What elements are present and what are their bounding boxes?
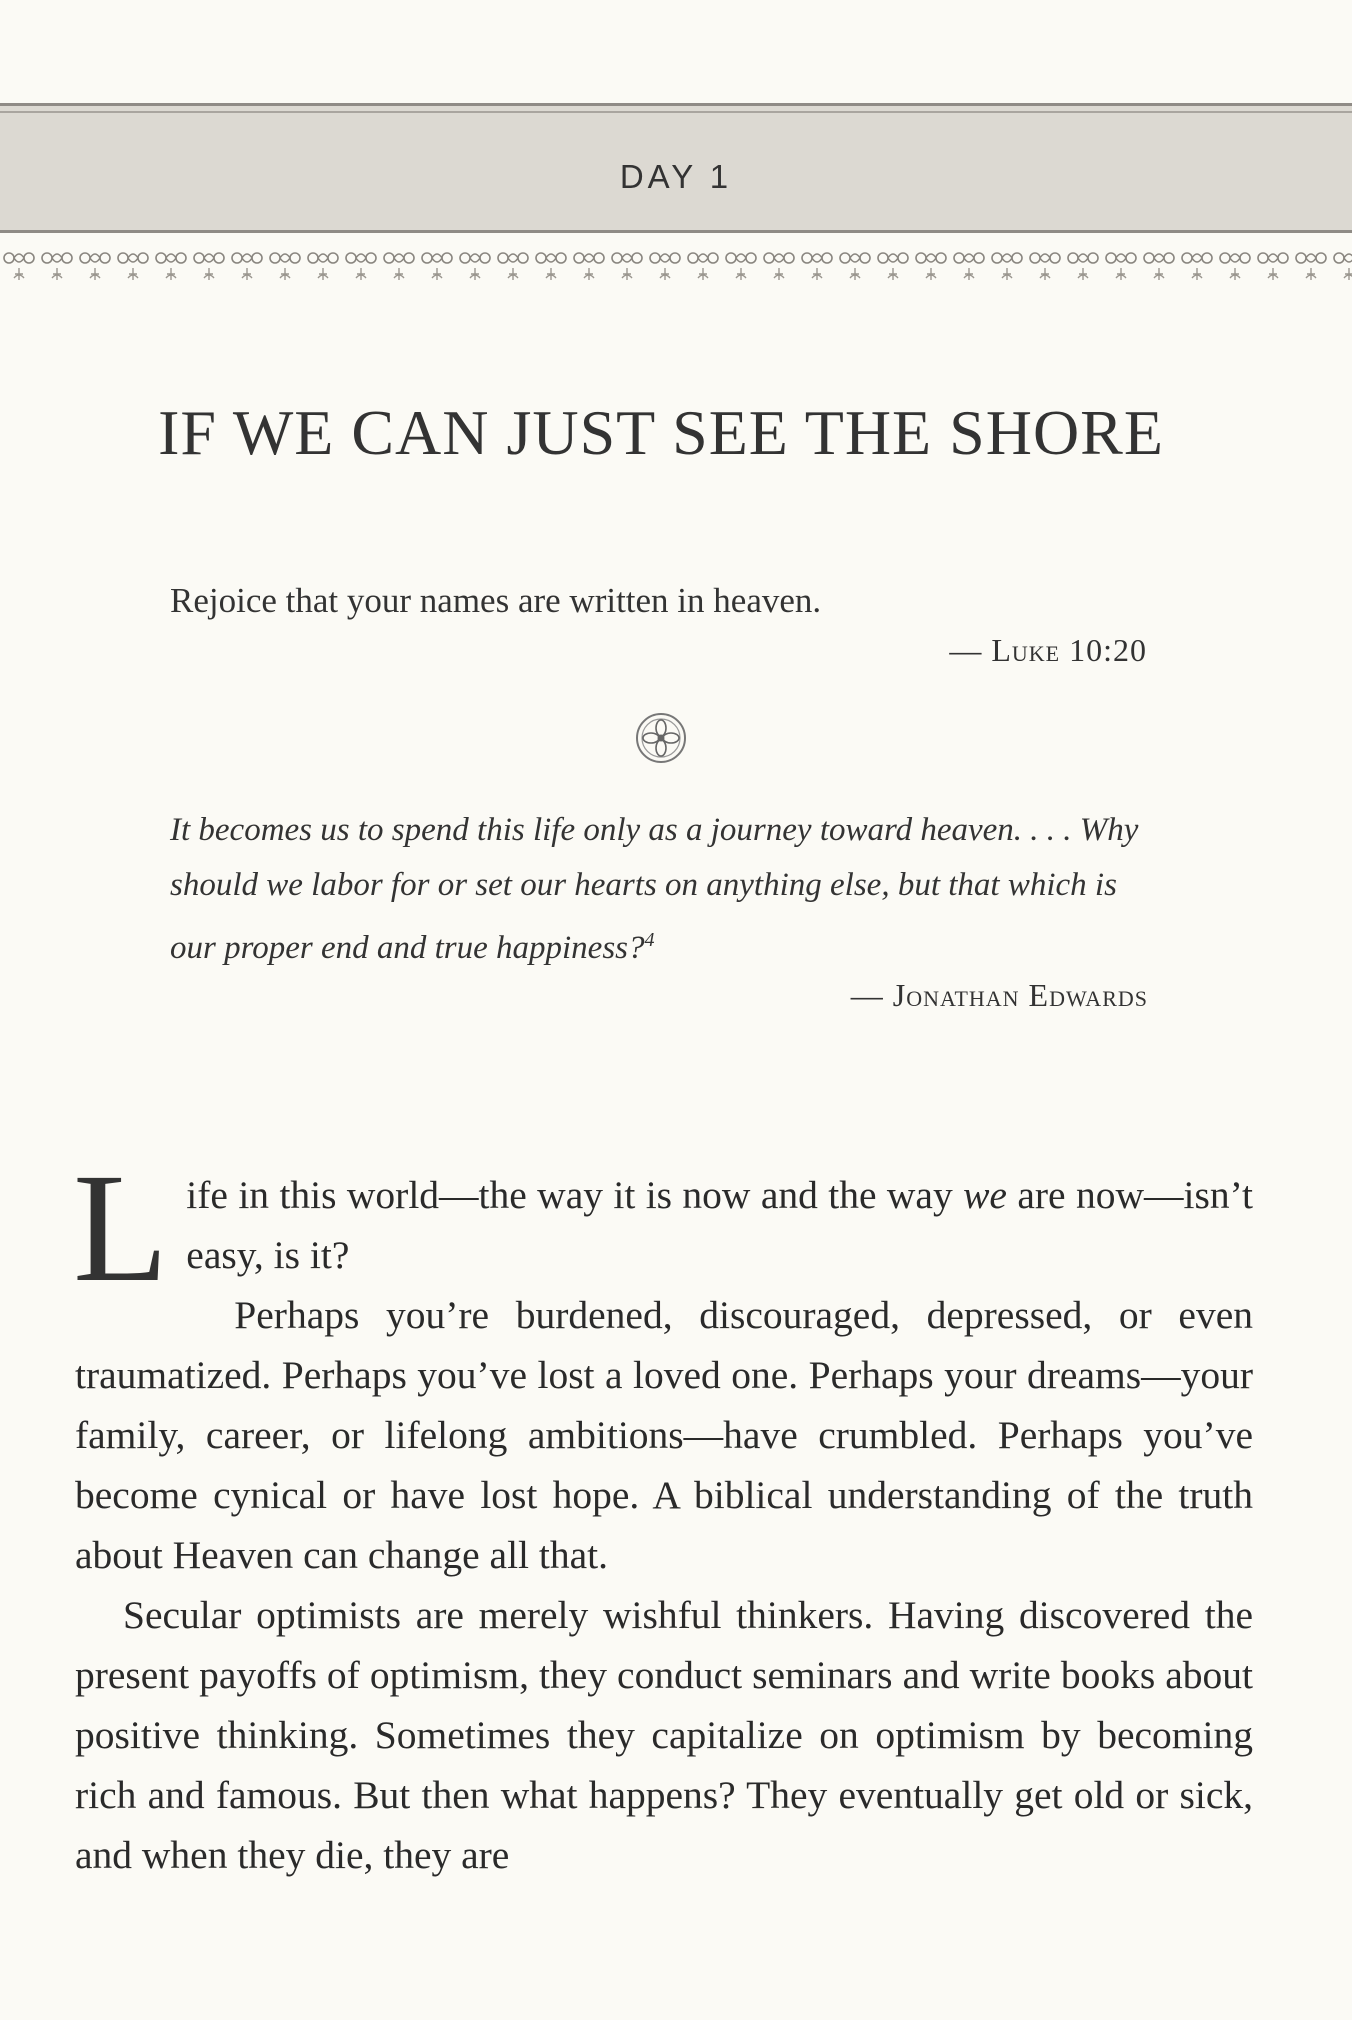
paragraph-text: are now—isn’t easy, is it? <box>186 1173 1253 1277</box>
day-label: DAY 1 <box>619 158 733 195</box>
body-text <box>73 1141 1253 1885</box>
chapter-title: IF WE CAN JUST SEE THE SHORE <box>158 397 1164 468</box>
quote-attribution: — Jonathan Edwards <box>850 977 1148 1013</box>
flower-rosette-icon <box>634 711 688 765</box>
quote-text <box>170 803 1150 976</box>
drop-cap: L <box>73 1141 169 1314</box>
emphasis-text: we <box>963 1173 1007 1217</box>
epigraph-text: Rejoice that your names are written in heaven. <box>170 581 822 620</box>
footnote-marker: 4 <box>644 929 655 951</box>
paragraph-text: ife in this world—the way it is now and the way <box>186 1173 964 1217</box>
quote-body: It becomes us to spend this life only as a journey toward heaven. . . . Why should we labor for or set our hearts on anything else, but that which is our proper end and true happiness? <box>170 812 1139 966</box>
paragraph: Secular optimists are merely wishful thinkers. Having discovered the present payoffs of optimism, they conduct seminars and write books about positive thinking. Sometimes they capitalize on optimism by becoming rich and famous. But then what happens? They eventually get old or sick, and when they die, they are <box>75 1593 1253 1877</box>
paragraph <box>73 1141 1253 1314</box>
decorative-border-icon <box>0 238 1352 290</box>
day-header-band <box>0 103 1352 233</box>
epigraph-reference: — Luke 10:20 <box>949 632 1147 668</box>
paragraph: Perhaps you’re burdened, discouraged, depressed, or even traumatized. Perhaps you’ve lost a loved one. Perhaps your dreams—your family, career, or lifelong ambitions—have crumbled. Perhaps you’ve become cynical or have lost hope. A biblical understanding of the truth about Heaven can change all that. <box>75 1293 1253 1577</box>
